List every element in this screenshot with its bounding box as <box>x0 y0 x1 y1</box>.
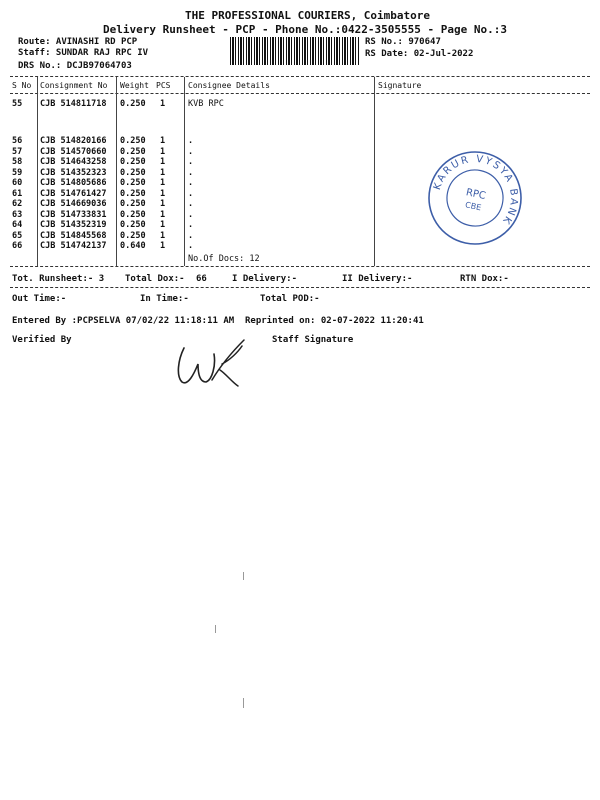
row-weight: 0.250 <box>120 157 146 167</box>
row-pcs: 1 <box>160 199 166 209</box>
row-sno: 59 <box>12 167 23 178</box>
total-runsheet: Tot. Runsheet:- 3 <box>12 274 105 284</box>
row-consignment: CJB 514805686 <box>40 178 107 188</box>
staff-signature-label: Staff Signature <box>272 335 354 345</box>
row-weight: 0.250 <box>120 199 146 209</box>
row-pcs: 1 <box>160 99 166 109</box>
stamp-bank-name: KARUR VYSYA BANK <box>431 153 520 228</box>
row-consignment: CJB 514811718 <box>40 99 107 109</box>
no-of-docs: No.Of Docs: 12 <box>188 254 260 264</box>
row-weight: 0.250 <box>120 230 146 241</box>
row-pcs: 1 <box>160 230 166 241</box>
row-details: . <box>188 146 194 157</box>
row-pcs: 1 <box>160 167 166 178</box>
row-consignment: CJB 514669036 <box>40 199 107 209</box>
scan-mark <box>243 572 244 580</box>
route-label: Route: AVINASHI RD PCP <box>18 37 138 47</box>
barcode-icon <box>230 37 360 65</box>
row-pcs: 1 <box>160 157 166 167</box>
row-pcs: 1 <box>160 209 166 220</box>
row-consignment: CJB 514733831 <box>40 209 107 220</box>
col-header-sno: S No <box>12 81 32 90</box>
row-consignment: CJB 514352323 <box>40 167 107 178</box>
row-sno: 65 <box>12 230 23 241</box>
row-consignment: CJB 514643258 <box>40 157 107 167</box>
row-details: . <box>188 199 194 209</box>
staff-label: Staff: SUNDAR RAJ RPC IV <box>18 48 149 58</box>
col-header-consignee: Consignee Details <box>188 81 270 90</box>
row-consignment: CJB 514742137 <box>40 241 107 251</box>
row-pcs: 1 <box>160 146 166 157</box>
row-weight: 0.250 <box>120 178 146 188</box>
table-bottom-rule <box>10 266 590 267</box>
row-details: . <box>188 241 194 251</box>
total-dox-value: 66 <box>196 274 207 284</box>
company-title: THE PROFESSIONAL COURIERS, Coimbatore <box>185 9 431 22</box>
scan-mark <box>215 625 216 633</box>
row-pcs: 1 <box>160 188 166 199</box>
row-sno: 66 <box>12 241 23 251</box>
table-header <box>0 81 600 92</box>
row-consignment: CJB 514761427 <box>40 188 107 199</box>
row-details: . <box>188 220 194 230</box>
row-details: . <box>188 230 194 241</box>
table-row <box>0 136 600 147</box>
col-header-consignment: Consignment No <box>40 81 108 90</box>
table-top-rule <box>10 76 590 77</box>
rtn-dox: RTN Dox:- <box>460 274 509 284</box>
row-weight: 0.250 <box>120 136 146 146</box>
entered-by: Entered By :PCPSELVA 07/02/22 11:18:11 AM <box>12 316 235 326</box>
row-sno: 56 <box>12 136 23 146</box>
row-sno: 60 <box>12 178 23 188</box>
handwritten-signature-icon <box>172 330 262 390</box>
row-sno: 57 <box>12 146 23 157</box>
row-details: . <box>188 188 194 199</box>
row-sno: 58 <box>12 157 23 167</box>
row-weight: 0.250 <box>120 146 146 157</box>
in-time: In Time:- <box>140 294 189 304</box>
out-time: Out Time:- <box>12 294 67 304</box>
stamp-center-sub: CBE <box>464 200 483 213</box>
row-sno: 64 <box>12 220 23 230</box>
col-header-weight: Weight <box>120 81 149 90</box>
i-delivery: I Delivery:- <box>232 274 298 284</box>
row-consignment: CJB 514352319 <box>40 220 107 230</box>
col-header-signature: Signature <box>378 81 422 90</box>
bank-stamp-icon <box>416 139 535 258</box>
ii-delivery: II Delivery:- <box>342 274 413 284</box>
row-pcs: 1 <box>160 220 166 230</box>
row-pcs: 1 <box>160 241 166 251</box>
verified-by: Verified By <box>12 335 72 345</box>
row-weight: 0.250 <box>120 99 146 109</box>
scan-mark <box>243 698 244 708</box>
row-weight: 0.250 <box>120 167 146 178</box>
row-consignment: CJB 514570660 <box>40 146 107 157</box>
row-sno: 61 <box>12 188 23 199</box>
rs-number: RS No.: 970647 <box>365 37 441 47</box>
row-sno: 55 <box>12 99 23 109</box>
rs-date: RS Date: 02-Jul-2022 <box>365 49 474 59</box>
row-details: . <box>188 157 194 167</box>
table-row <box>0 99 600 110</box>
row-details: . <box>188 136 194 146</box>
row-sno: 62 <box>12 199 23 209</box>
row-consignment: CJB 514845568 <box>40 230 107 241</box>
total-dox-label: Total Dox:- <box>125 274 185 284</box>
totals-rule <box>10 287 590 288</box>
row-details: . <box>188 178 194 188</box>
row-weight: 0.640 <box>120 241 146 251</box>
total-pod: Total POD:- <box>260 294 320 304</box>
row-weight: 0.250 <box>120 209 146 220</box>
reprinted-on: Reprinted on: 02-07-2022 11:20:41 <box>245 316 424 326</box>
stamp-center-text: RPC <box>464 187 487 203</box>
row-pcs: 1 <box>160 178 166 188</box>
row-details: KVB RPC <box>188 99 224 109</box>
runsheet-subtitle: Delivery Runsheet - PCP - Phone No.:0422-3505555 - Page No.:3 <box>103 23 507 36</box>
row-weight: 0.250 <box>120 220 146 230</box>
row-pcs: 1 <box>160 136 166 146</box>
row-details: . <box>188 209 194 220</box>
row-consignment: CJB 514820166 <box>40 136 107 146</box>
col-header-pcs: PCS <box>156 81 171 90</box>
row-weight: 0.250 <box>120 188 146 199</box>
drs-number: DRS No.: DCJB97064703 <box>18 61 132 71</box>
table-header-rule <box>10 93 590 94</box>
row-sno: 63 <box>12 209 23 220</box>
row-details: . <box>188 167 194 178</box>
